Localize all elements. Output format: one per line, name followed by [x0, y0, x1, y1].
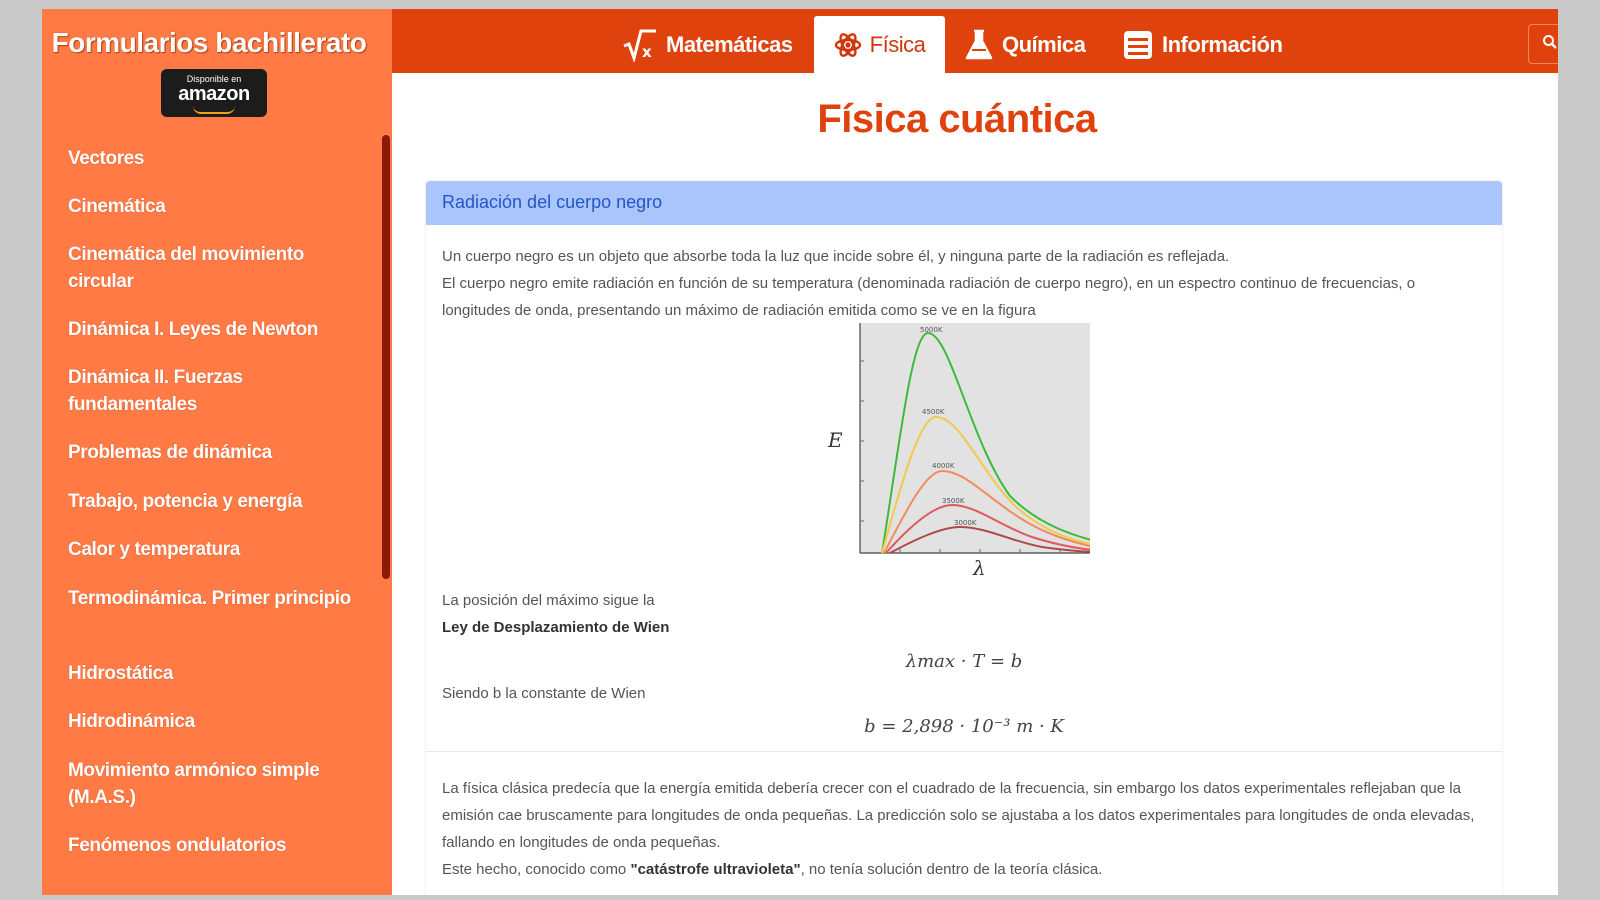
curve-label-3000k: 3000K — [954, 519, 977, 527]
paragraph-emission: El cuerpo negro emite radiación en función de su temperatura (denominada radiación de cuerpo negro), en un espectro continuo de frecuencias, o longitudes de onda, presentando un máximo de radiación emitida como se ve en la figura — [442, 275, 1416, 319]
book-icon — [1122, 29, 1154, 61]
sidebar-item-cinematica-circular[interactable]: Cinemática del movimiento circular — [68, 244, 305, 292]
section-card — [426, 181, 1502, 895]
blackbody-figure — [820, 321, 1090, 581]
curve-label-4500k: 4500K — [922, 408, 945, 416]
curve-label-3500k: 3500K — [942, 497, 965, 505]
tab-matematicas[interactable] — [622, 16, 793, 73]
search-button[interactable] — [1528, 24, 1558, 64]
sidebar-scrollbar[interactable] — [382, 135, 390, 579]
sidebar-item-mas[interactable]: Movimiento armónico simple (M.A.S.) — [68, 760, 320, 808]
tab-quimica[interactable] — [964, 16, 1085, 73]
section-divider — [426, 751, 1502, 752]
tab-quimica-label: Química — [1002, 31, 1086, 57]
sidebar-item-ondulatorios[interactable]: Fenómenos ondulatorios — [68, 835, 287, 856]
atom-icon — [834, 31, 862, 59]
paragraph-definition: Un cuerpo negro es un objeto que absorbe toda la luz que incide sobre él, y ninguna parte de la radiación es reflejada. — [442, 248, 1230, 265]
amazon-badge[interactable] — [161, 69, 267, 117]
sidebar-item-vectores[interactable]: Vectores — [68, 148, 145, 169]
uv-text-end: , no tenía solución dentro de la teoría clásica. — [800, 861, 1103, 878]
figure-x-label: λ — [973, 556, 986, 580]
svg-text:x: x — [642, 42, 652, 61]
paragraph-classical-physics: La física clásica predecía que la energía emitida debería crecer con el cuadrado de la frecuencia, sin embargo los datos experimentales reflejaban que la emisión cae bruscamente para longitudes de onda pequeñas. La predicción solo se ajustaba a los datos experimentales para longitudes de onda elevadas, fallando en longitudes de onda pequeñas. — [442, 780, 1475, 851]
amazon-smile-icon — [193, 106, 235, 114]
sidebar-item-hidrostatica[interactable]: Hidrostática — [68, 663, 174, 684]
flask-icon — [964, 29, 994, 61]
curve-label-5000k: 5000K — [920, 326, 943, 334]
formula-wien-constant: b = 2,898 · 10⁻³ m · K — [864, 716, 1064, 737]
formula-wien: λmax · T = b — [905, 651, 1023, 672]
sidebar-item-problemas-dinamica[interactable]: Problemas de dinámica — [68, 442, 272, 463]
paragraph-wien-constant: Siendo b la constante de Wien — [442, 685, 646, 702]
search-icon — [1542, 34, 1558, 55]
top-navbar — [392, 9, 1558, 73]
uv-text-start: Este hecho, conocido como — [442, 861, 631, 878]
tab-informacion[interactable] — [1122, 16, 1282, 73]
badge-brand-text: amazon — [178, 83, 250, 105]
sidebar-item-dinamica-1[interactable]: Dinámica I. Leyes de Newton — [68, 319, 319, 340]
paragraph-maximum: La posición del máximo sigue la — [442, 592, 655, 609]
sidebar-item-dinamica-2[interactable]: Dinámica II. Fuerzas fundamentales — [68, 367, 243, 415]
figure-y-label: E — [828, 428, 843, 452]
sidebar — [42, 9, 392, 895]
sidebar-item-trabajo[interactable]: Trabajo, potencia y energía — [68, 491, 303, 512]
sidebar-item-termodinamica[interactable]: Termodinámica. Primer principio — [68, 588, 351, 609]
tab-informacion-label: Información — [1162, 31, 1283, 57]
uv-text-bold: "catástrofe ultravioleta" — [630, 861, 801, 878]
sqrt-x-icon — [622, 28, 658, 62]
sidebar-item-cinematica[interactable]: Cinemática — [68, 196, 166, 217]
section-title: Radiación del cuerpo negro — [442, 192, 663, 212]
section-header[interactable] — [426, 181, 1502, 225]
page-title: Física cuántica — [817, 97, 1097, 141]
tab-fisica-label: Física — [869, 31, 926, 57]
sidebar-item-hidrodinamica[interactable]: Hidrodinámica — [68, 711, 195, 732]
tab-matematicas-label: Matemáticas — [666, 31, 793, 57]
site-title[interactable]: Formularios bachillerato — [51, 27, 367, 58]
badge-small-text: Disponible en — [186, 74, 242, 84]
sidebar-item-calor[interactable]: Calor y temperatura — [68, 539, 240, 560]
paragraph-ultraviolet-catastrophe — [442, 856, 1482, 883]
curve-label-4000k: 4000K — [932, 462, 955, 470]
wien-law-title: Ley de Desplazamiento de Wien — [442, 619, 670, 636]
app-window — [42, 9, 1558, 895]
tab-fisica[interactable] — [814, 16, 945, 73]
